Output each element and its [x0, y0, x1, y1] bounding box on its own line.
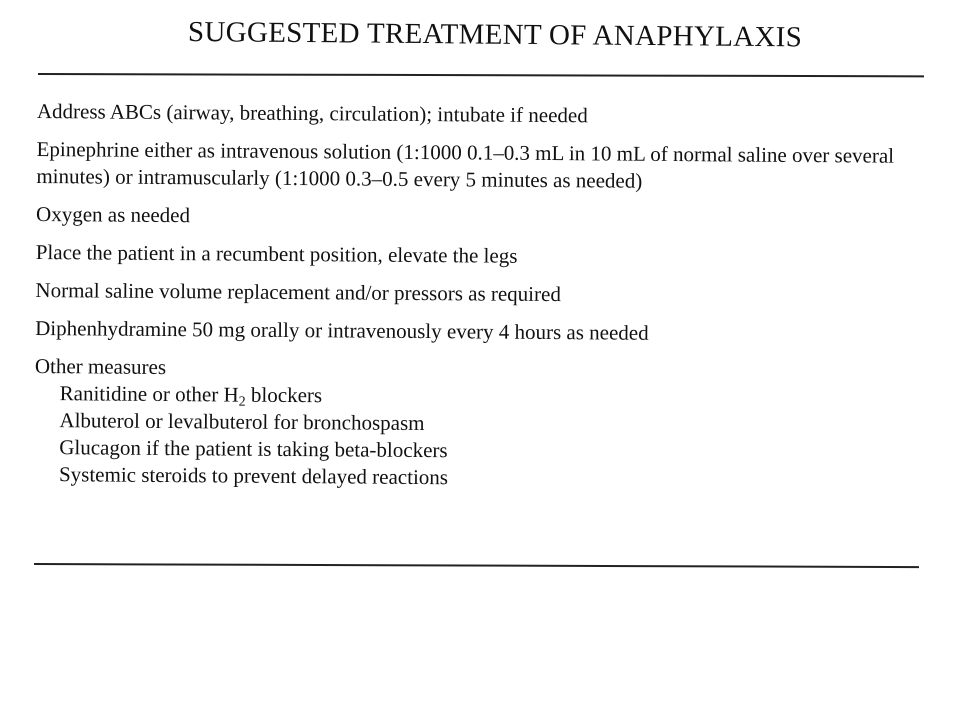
treatment-item-position: Place the patient in a recumbent position, elevate the legs — [35, 239, 518, 268]
treatment-item-oxygen: Oxygen as needed — [35, 201, 191, 228]
other-measure-steroids: Systemic steroids to prevent delayed reactions — [58, 462, 449, 490]
ranitidine-suffix: blockers — [245, 382, 323, 408]
treatment-item-abcs: Address ABCs (airway, breathing, circulation); intubate if needed — [36, 98, 588, 128]
treatment-item-epinephrine: Epinephrine either as intravenous solution (1:1000 0.1–0.3 mL in 10 mL of normal saline over several minutes) or intramuscularly (1:1000 0.3–0.5 every 5 minutes as needed) — [36, 136, 895, 193]
treatment-item-saline: Normal saline volume replacement and/or pressors as required — [35, 277, 561, 307]
treatment-list — [34, 98, 917, 495]
top-rule — [38, 73, 924, 77]
treatment-item-diphenhydramine: Diphenhydramine 50 mg orally or intravenously every 4 hours as needed — [35, 315, 649, 345]
ranitidine-subscript: 2 — [238, 394, 246, 410]
other-measure-glucagon: Glucagon if the patient is taking beta-blockers — [59, 435, 448, 463]
other-measures-list — [34, 380, 915, 495]
document-title: SUGGESTED TREATMENT OF ANAPHYLAXIS — [187, 16, 803, 54]
treatment-item-other-measures: Other measures — [34, 353, 167, 380]
bottom-rule — [34, 563, 919, 568]
other-measure-albuterol: Albuterol or levalbuterol for bronchospasm — [59, 408, 425, 436]
ranitidine-text: Ranitidine or other H — [59, 381, 239, 407]
